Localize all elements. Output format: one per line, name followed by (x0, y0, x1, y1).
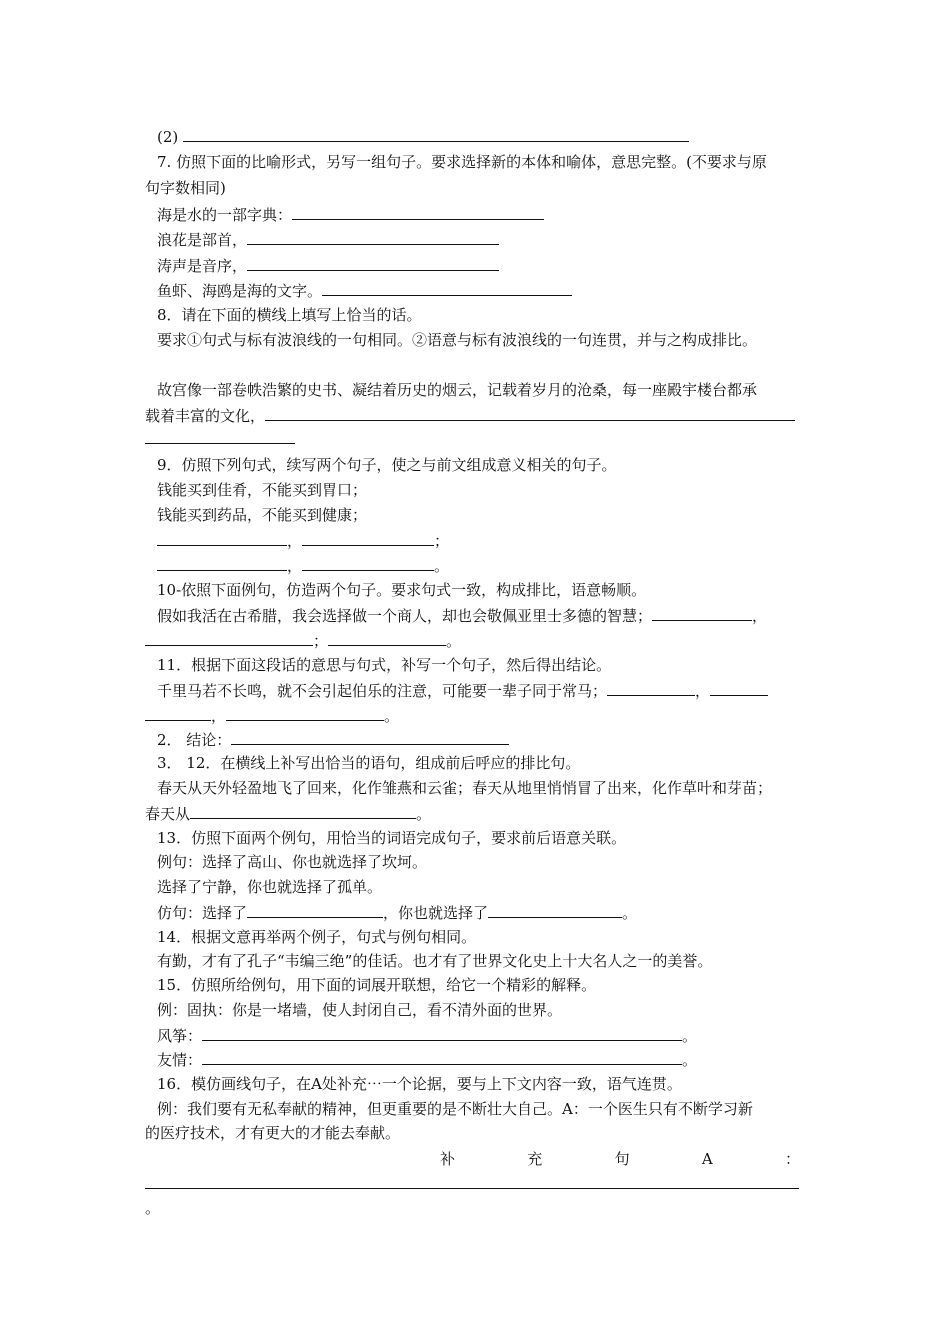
q7-line-waves: 浪花是部首， (157, 229, 499, 250)
q7-blank-2[interactable] (247, 229, 499, 245)
q11-conclusion: 2． 结论： (157, 729, 509, 750)
q10-example: 假如我活在古希腊，我会选择做一个商人，却也会敬佩亚里士多德的智慧； ， (157, 607, 768, 625)
q15-blank-1[interactable] (202, 1025, 682, 1041)
q15-blank-2[interactable] (202, 1049, 682, 1065)
q7-line-sea: 海是水的一部字典： (157, 204, 544, 225)
q8-requirement: 要求①句式与标有波浪线的一句相同。②语意与标有波浪线的一句连贯，并与之构成排比。 (157, 331, 758, 349)
q16-answer-label: 补 充 句 A ： (440, 1150, 800, 1168)
q7-blank-4[interactable] (322, 280, 572, 296)
q12-blank[interactable] (190, 803, 416, 819)
q15-word1: 风筝： 。 (157, 1027, 698, 1045)
q8-blank-2[interactable] (145, 443, 295, 444)
q10-title: 10-依照下面例句，仿造两个句子。要求句式一致，构成排比，语意畅顺。 (157, 581, 647, 599)
q9-answer-line1: ， ； (157, 530, 449, 551)
q11-conclusion-blank[interactable] (231, 729, 509, 745)
q12-line1: 春天从天外轻盈地飞了回来，化作雏燕和云雀；春天从地里悄悄冒了出来，化作草叶和芽苗； (157, 779, 773, 797)
q8-text-line1: 故宫像一部卷帙浩繁的史书、凝结着历史的烟云，记载着岁月的沧桑，每一座殿宇楼台都承 (157, 381, 758, 399)
q11-blank-2[interactable] (710, 680, 768, 696)
q10-blank-2[interactable] (145, 630, 313, 646)
q13-example1: 例句：选择了高山、你也就选择了坎坷。 (157, 853, 428, 871)
q11-answer-line: ， 。 (145, 705, 399, 726)
q10-answer-line: ； 。 (145, 630, 461, 651)
q10-blank-1[interactable] (652, 605, 752, 621)
q11-blank-3[interactable] (145, 705, 211, 721)
q16-title: 16．模仿画线句子，在A处补充⋯一个论据，要与上下文内容一致，语气连贯。 (157, 1075, 682, 1093)
q11-text: 千里马若不长鸣，就不会引起伯乐的注意，可能要一辈子同于常马； ， (157, 680, 768, 701)
q8-text-line2: 载着丰富的文化， (145, 405, 795, 426)
q9-answer-line2: ， 。 (157, 555, 449, 576)
q13-imitate: 仿句：选择了 ，你也就选择了 。 (157, 904, 638, 922)
q7-blank-3[interactable] (247, 255, 499, 271)
q14-title: 14．根据文意再举两个例子，句式与例句相同。 (157, 928, 477, 946)
q16-answer-blank[interactable] (145, 1188, 799, 1189)
q10-blank-3[interactable] (328, 630, 446, 646)
q9-line1: 钱能买到佳肴，不能买到胃口； (157, 481, 368, 499)
q7-blank-1[interactable] (292, 204, 544, 220)
q13-title: 13．仿照下面两个例句，用恰当的词语完成句子，要求前后语意关联。 (157, 829, 627, 847)
q7-line-tide: 涛声是音序， (157, 255, 499, 276)
q13-example2: 选择了宁静，你也就选择了孤单。 (157, 878, 383, 896)
q15-word2: 友情： 。 (157, 1051, 698, 1069)
q13-blank-1[interactable] (247, 902, 383, 918)
q7-instruction-line2: 句字数相同) (145, 179, 226, 197)
q9-title: 9．仿照下列句式，续写两个句子，使之与前文组成意义相关的句子。 (157, 456, 617, 474)
q12-title: 3． 12．在横线上补写出恰当的语句，组成前后呼应的排比句。 (157, 754, 581, 772)
q16-example-line2: 的医疗技术，才有更大的才能去奉献。 (145, 1124, 401, 1142)
q6-item-2-blank[interactable] (183, 126, 689, 142)
q6-item-2: (2) (157, 126, 689, 147)
q9-blank-4[interactable] (302, 555, 434, 571)
q8-blank-1[interactable] (265, 405, 795, 421)
q9-line2: 钱能买到药品，不能买到健康； (157, 506, 368, 524)
q9-blank-3[interactable] (157, 555, 287, 571)
q16-period: 。 (145, 1199, 161, 1217)
q11-title: 11．根据下面这段话的意思与句式，补写一个句子，然后得出结论。 (157, 656, 612, 674)
q16-example-line1: 例：我们要有无私奉献的精神，但更重要的是不断壮大自己。A：一个医生只有不断学习新 (157, 1100, 753, 1118)
q7-line-fish: 鱼虾、海鸥是海的文字。 (157, 280, 572, 301)
q12-line2: 春天从 。 (145, 805, 432, 823)
q11-blank-1[interactable] (607, 680, 695, 696)
q9-blank-2[interactable] (302, 530, 434, 546)
q14-text: 有勤，才有了孔子“韦编三绝”的佳话。也才有了世界文化史上十大名人之一的美誉。 (157, 952, 713, 970)
q9-blank-1[interactable] (157, 530, 287, 546)
q15-title: 15．仿照所给例句，用下面的词展开联想，给它一个精彩的解释。 (157, 976, 597, 994)
q8-title: 8．请在下面的横线上填写上恰当的话。 (157, 306, 422, 324)
q7-instruction-line1: 7. 仿照下面的比喻形式，另写一组句子。要求选择新的本体和喻体，意思完整。(不要求与原 (157, 153, 767, 171)
q13-blank-2[interactable] (488, 902, 622, 918)
q15-example: 例：固执：你是一堵墙，使人封闭自己，看不清外面的世界。 (157, 1001, 563, 1019)
q11-blank-4[interactable] (226, 705, 384, 721)
